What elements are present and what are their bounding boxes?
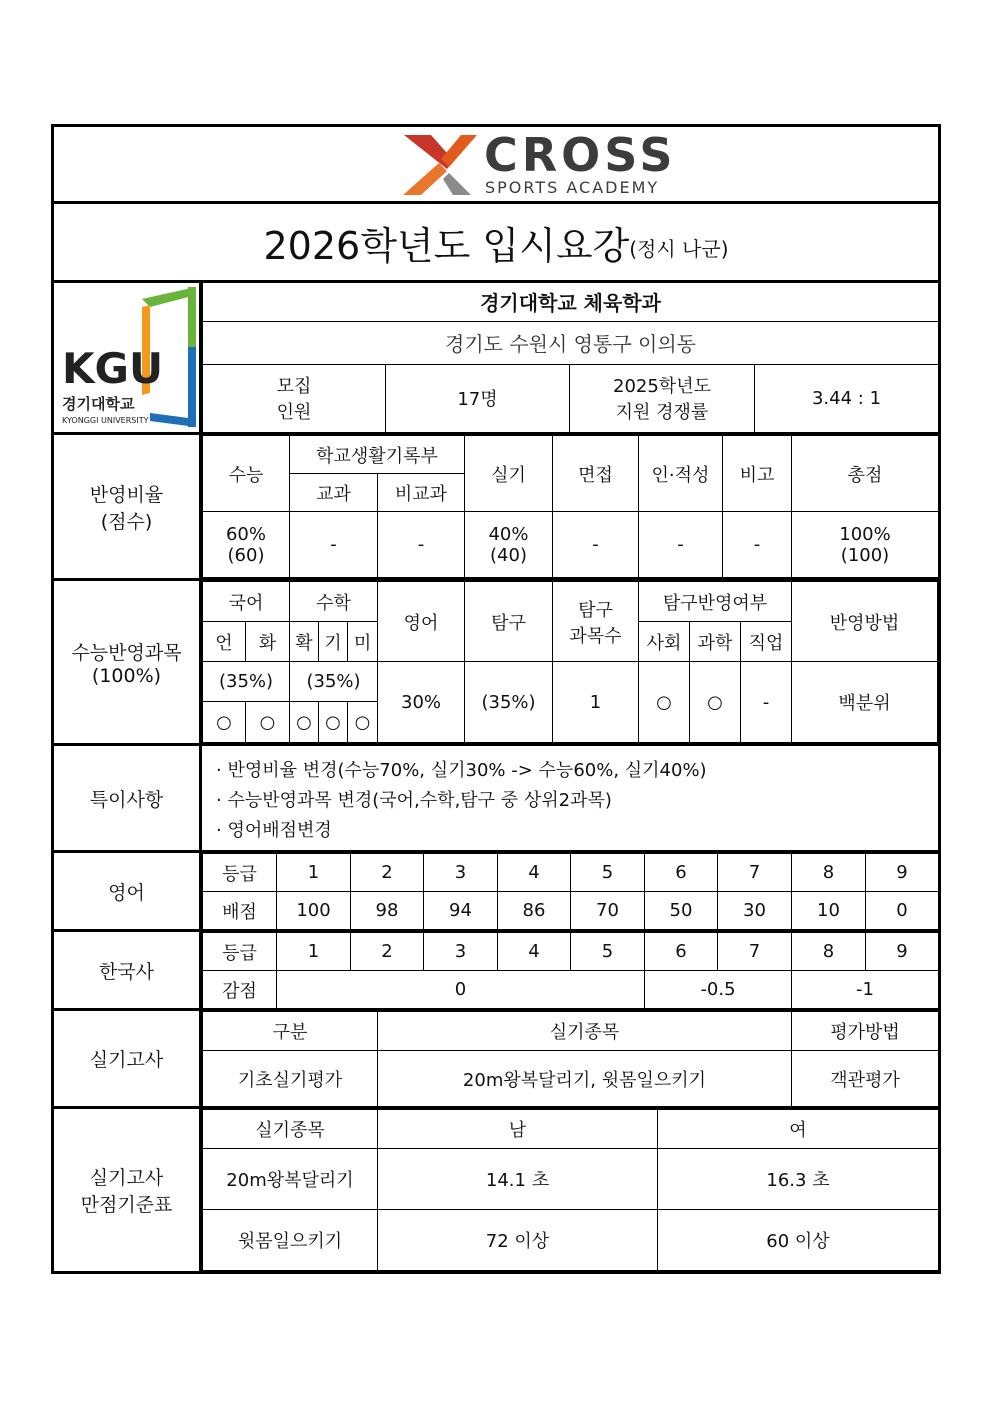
school-info-table [202, 283, 939, 433]
kor-mark: ○ [246, 702, 290, 743]
method-val: 백분위 [792, 662, 938, 743]
score: 70 [571, 892, 645, 930]
math-sub: 미 [348, 622, 378, 662]
h-event: 실기종목 [203, 1110, 378, 1149]
title-main: 2026학년도 입시요강 [263, 223, 630, 268]
page-title [54, 204, 938, 280]
note-item: · 반영비율 변경(수능70%, 실기30% -> 수능60%, 실기40%) [216, 760, 707, 781]
h-events: 실기종목 [378, 1012, 792, 1051]
h-nonsubject: 비교과 [378, 474, 465, 512]
kgu-eng: KYONGGI UNIVERSITY [62, 416, 149, 425]
grade: 2 [351, 854, 424, 892]
practical-type: 기초실기평가 [203, 1051, 378, 1107]
subjects-label: 수능반영과목 (100%) [71, 641, 182, 687]
score: 86 [498, 892, 571, 930]
notes-label: 특이사항 [89, 788, 164, 811]
standard-male: 14.1 초 [378, 1149, 658, 1210]
competition-value: 3.44 : 1 [755, 364, 939, 432]
h-total: 총점 [792, 436, 939, 512]
h-inquiry-count: 탐구 과목수 [553, 582, 639, 662]
history-table [202, 932, 939, 1009]
h-type: 구분 [203, 1012, 378, 1051]
brand-name: CROSS [484, 128, 677, 182]
math-pct: (35%) [290, 662, 378, 702]
grade: 7 [718, 933, 792, 971]
h-english: 영어 [378, 582, 465, 662]
score: 30 [718, 892, 792, 930]
eng-pct: 30% [378, 662, 465, 743]
brand-sub: SPORTS ACADEMY [485, 178, 660, 197]
h-personality: 인·적성 [639, 436, 723, 512]
v-total: 100% (100) [792, 512, 939, 578]
score-label: 배점 [203, 892, 277, 930]
grade: 4 [498, 854, 571, 892]
inq-mark: ○ [690, 662, 741, 743]
inq-sub: 과학 [690, 622, 741, 662]
note-item: · 수능반영과목 변경(국어,수학,탐구 중 상위2과목) [216, 790, 612, 811]
inq-mark: - [741, 662, 792, 743]
subjects-table [202, 581, 938, 743]
notes-list [202, 746, 938, 850]
math-sub: 확 [290, 622, 319, 662]
inq-pct: (35%) [465, 662, 553, 743]
kor-mark: ○ [203, 702, 246, 743]
standard-male: 72 이상 [378, 1210, 658, 1271]
math-mark: ○ [290, 702, 319, 743]
grade: 5 [571, 854, 645, 892]
kor-sub: 화 [246, 622, 290, 662]
v-subject: - [290, 512, 378, 578]
practical-table [202, 1011, 939, 1107]
grade: 3 [424, 933, 498, 971]
math-mark: ○ [319, 702, 348, 743]
cross-logo [54, 127, 938, 201]
v-practical: 40% (40) [465, 512, 553, 578]
h-female: 여 [658, 1110, 939, 1149]
grade-label: 등급 [203, 933, 277, 971]
inq-sub: 직업 [741, 622, 792, 662]
h-suneung: 수능 [203, 436, 290, 512]
grade: 1 [277, 854, 351, 892]
practical-method: 객관평가 [792, 1051, 939, 1107]
competition-label: 2025학년도 지원 경쟁률 [570, 364, 755, 432]
grade: 3 [424, 854, 498, 892]
ratio-label: 반영비율 (점수) [89, 483, 164, 533]
grade: 8 [792, 933, 866, 971]
kor-sub: 언 [203, 622, 246, 662]
standard-event: 윗몸일으키기 [203, 1210, 378, 1271]
h-inquiry-reflect: 탐구반영여부 [639, 582, 792, 622]
grade: 9 [866, 854, 939, 892]
h-practical: 실기 [465, 436, 553, 512]
math-sub: 기 [319, 622, 348, 662]
recruit-label: 모집 인원 [203, 364, 386, 432]
grade: 2 [351, 933, 424, 971]
department-name: 경기대학교 체육학과 [203, 283, 939, 321]
deduct: -0.5 [645, 971, 792, 1009]
standard-female: 16.3 초 [658, 1149, 939, 1210]
title-sub: (정시 나군) [629, 237, 729, 261]
grade: 5 [571, 933, 645, 971]
standard-table [202, 1109, 939, 1271]
kgu-name: 경기대학교 [62, 395, 135, 413]
history-label: 한국사 [98, 960, 155, 983]
inq-sub: 사회 [639, 622, 690, 662]
score: 0 [866, 892, 939, 930]
grade: 1 [277, 933, 351, 971]
v-interview: - [553, 512, 639, 578]
h-korean: 국어 [203, 582, 290, 622]
deduct: 0 [277, 971, 645, 1009]
grade: 6 [645, 933, 718, 971]
english-label: 영어 [108, 881, 145, 904]
h-record: 학교생활기록부 [290, 436, 465, 474]
brand-header [54, 127, 938, 201]
v-personality: - [639, 512, 723, 578]
h-subject: 교과 [290, 474, 378, 512]
grade: 8 [792, 854, 866, 892]
inq-mark: ○ [639, 662, 690, 743]
h-inquiry: 탐구 [465, 582, 553, 662]
score: 50 [645, 892, 718, 930]
h-interview: 면접 [553, 436, 639, 512]
v-nonsubject: - [378, 512, 465, 578]
grade-label: 등급 [203, 854, 277, 892]
address: 경기도 수원시 영통구 이의동 [203, 321, 939, 364]
deduct: -1 [792, 971, 939, 1009]
practical-events: 20m왕복달리기, 윗몸일으키기 [378, 1051, 792, 1107]
kgu-letters: KGU [62, 344, 164, 393]
score: 98 [351, 892, 424, 930]
score: 10 [792, 892, 866, 930]
h-method: 반영방법 [792, 582, 938, 662]
v-suneung: 60% (60) [203, 512, 290, 578]
grade: 9 [866, 933, 939, 971]
standard-female: 60 이상 [658, 1210, 939, 1271]
standard-event: 20m왕복달리기 [203, 1149, 378, 1210]
score: 94 [424, 892, 498, 930]
h-male: 남 [378, 1110, 658, 1149]
ratio-table [202, 435, 939, 578]
grade: 6 [645, 854, 718, 892]
h-math: 수학 [290, 582, 378, 622]
h-other: 비고 [723, 436, 792, 512]
standard-label: 실기고사 만점기준표 [80, 1167, 173, 1216]
math-mark: ○ [348, 702, 378, 743]
recruit-value: 17명 [386, 364, 570, 432]
practical-label: 실기고사 [89, 1049, 164, 1071]
kor-pct: (35%) [203, 662, 290, 702]
kgu-logo [54, 283, 202, 432]
h-eval-method: 평가방법 [792, 1012, 939, 1051]
english-table [202, 853, 939, 930]
v-other: - [723, 512, 792, 578]
grade: 4 [498, 933, 571, 971]
note-item: · 영어배점변경 [216, 820, 332, 841]
deduct-label: 감점 [203, 971, 277, 1009]
score: 100 [277, 892, 351, 930]
grade: 7 [718, 854, 792, 892]
count-val: 1 [553, 662, 639, 743]
